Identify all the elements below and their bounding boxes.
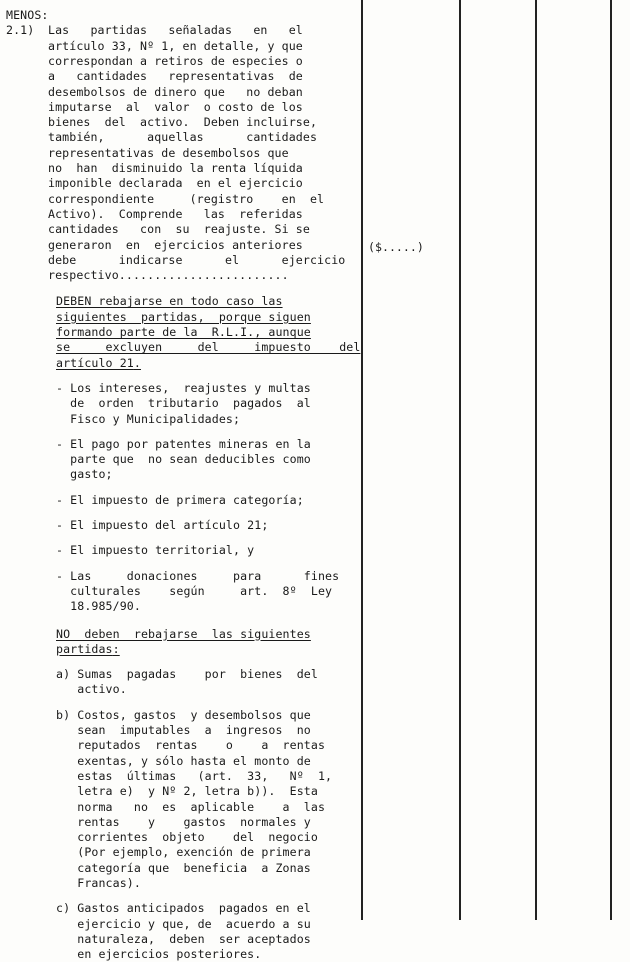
intro-line: correspondiente (registro en el	[48, 191, 325, 206]
no-deben-heading-line: NO deben rebajarse las siguientes	[56, 626, 311, 641]
column-rule-3	[535, 0, 537, 920]
deben-heading-line: artículo 21.	[56, 355, 141, 370]
heading: MENOS:	[6, 8, 49, 22]
intro-line: Las partidas señaladas en el	[48, 23, 303, 38]
deben-list-item: - Las donaciones para fines	[56, 568, 340, 583]
no-deben-list-item: a) Sumas pagadas por bienes del	[56, 667, 318, 682]
intro-line: artículo 33, Nº 1, en detalle, y que	[48, 38, 303, 53]
deben-heading-line: DEBEN rebajarse en todo caso las	[56, 294, 283, 309]
no-deben-list-item: reputados rentas o a rentas	[56, 738, 326, 753]
deben-list-item: - El impuesto territorial, y	[56, 543, 255, 558]
deben-heading-punct: .	[133, 355, 141, 370]
no-deben-list-item: Francas).	[56, 876, 141, 890]
no-deben-list-item: corrientes objeto del negocio	[56, 830, 318, 845]
intro-line: también, aquellas cantidades	[48, 130, 318, 145]
no-deben-list-item: en ejercicios posteriores.	[56, 947, 262, 962]
section-number: 2.1)	[6, 23, 35, 38]
intro-line: cantidades con su reajuste. Si se	[48, 222, 310, 237]
intro-line: representativas de desembolsos que	[48, 145, 289, 160]
deben-list-item: - El pago por patentes mineras en la	[56, 436, 311, 451]
no-deben-list-item: sean imputables a ingresos no	[56, 723, 311, 737]
no-deben-list-item: b) Costos, gastos y desembolsos que	[56, 707, 311, 722]
no-deben-list-item: exentas, y sólo hasta el monto de	[56, 753, 311, 768]
intro-line: imputarse al valor o costo de los	[48, 99, 303, 114]
deben-list-item: Fisco y Municipalidades;	[56, 411, 241, 426]
deben-list-item: parte que no sean deducibles como	[56, 452, 311, 467]
deben-list-item: 18.985/90.	[56, 599, 141, 614]
deben-heading-line: se excluyen del impuesto del	[56, 340, 361, 355]
intro-line: a cantidades representativas de	[48, 69, 303, 84]
deben-list-item: gasto;	[56, 467, 113, 482]
deben-heading-line: siguientes partidas, porque siguen	[56, 309, 311, 324]
deben-list-item: - El impuesto de primera categoría;	[56, 492, 304, 507]
no-deben-heading-punct: :	[112, 641, 120, 656]
deben-list-item: - El impuesto del artículo 21;	[56, 518, 269, 532]
no-deben-list-item: activo.	[56, 682, 127, 697]
no-deben-list-item: (Por ejemplo, exención de primera	[56, 845, 311, 860]
intro-line: bienes del activo. Deben incluirse,	[48, 115, 318, 130]
deben-list-item: culturales según art. 8º Ley	[56, 583, 333, 598]
intro-line: generaron en ejercicios anteriores	[48, 237, 303, 252]
intro-line: debe indicarse el ejercicio	[48, 252, 346, 267]
no-deben-list-item: estas últimas (art. 33, Nº 1,	[56, 768, 333, 783]
intro-line: no han disminuido la renta líquida	[48, 161, 303, 175]
no-deben-list-item: categoría que beneficia a Zonas	[56, 860, 311, 875]
no-deben-list-item: letra e) y Nº 2, letra b)). Esta	[56, 784, 318, 799]
intro-line: Activo). Comprende las referidas	[48, 206, 303, 221]
no-deben-list-item: rentas y gastos normales y	[56, 814, 311, 829]
deben-list-item: de orden tributario pagados al	[56, 396, 311, 411]
deben-list-item: - Los intereses, reajustes y multas	[56, 380, 311, 395]
no-deben-list-item: norma no es aplicable a las	[56, 799, 326, 814]
deben-heading-line: formando parte de la R.L.I., aunque	[56, 325, 311, 339]
no-deben-list-item: c) Gastos anticipados pagados en el	[56, 901, 311, 916]
intro-line: correspondan a retiros de especies o	[48, 53, 303, 68]
column-rule-1	[361, 0, 363, 920]
column-rule-2	[459, 0, 461, 920]
no-deben-list-item: naturaleza, deben ser aceptados	[56, 931, 311, 946]
intro-line: imponible declarada en el ejercicio	[48, 176, 303, 191]
intro-line: desembolsos de dinero que no deban	[48, 84, 303, 99]
amount-placeholder: ($.....)	[368, 240, 424, 254]
no-deben-heading-line: partidas:	[56, 641, 120, 656]
column-rule-4	[610, 0, 612, 920]
intro-line: respectivo........................	[48, 268, 289, 283]
no-deben-list-item: ejercicio y que, de acuerdo a su	[56, 916, 311, 931]
